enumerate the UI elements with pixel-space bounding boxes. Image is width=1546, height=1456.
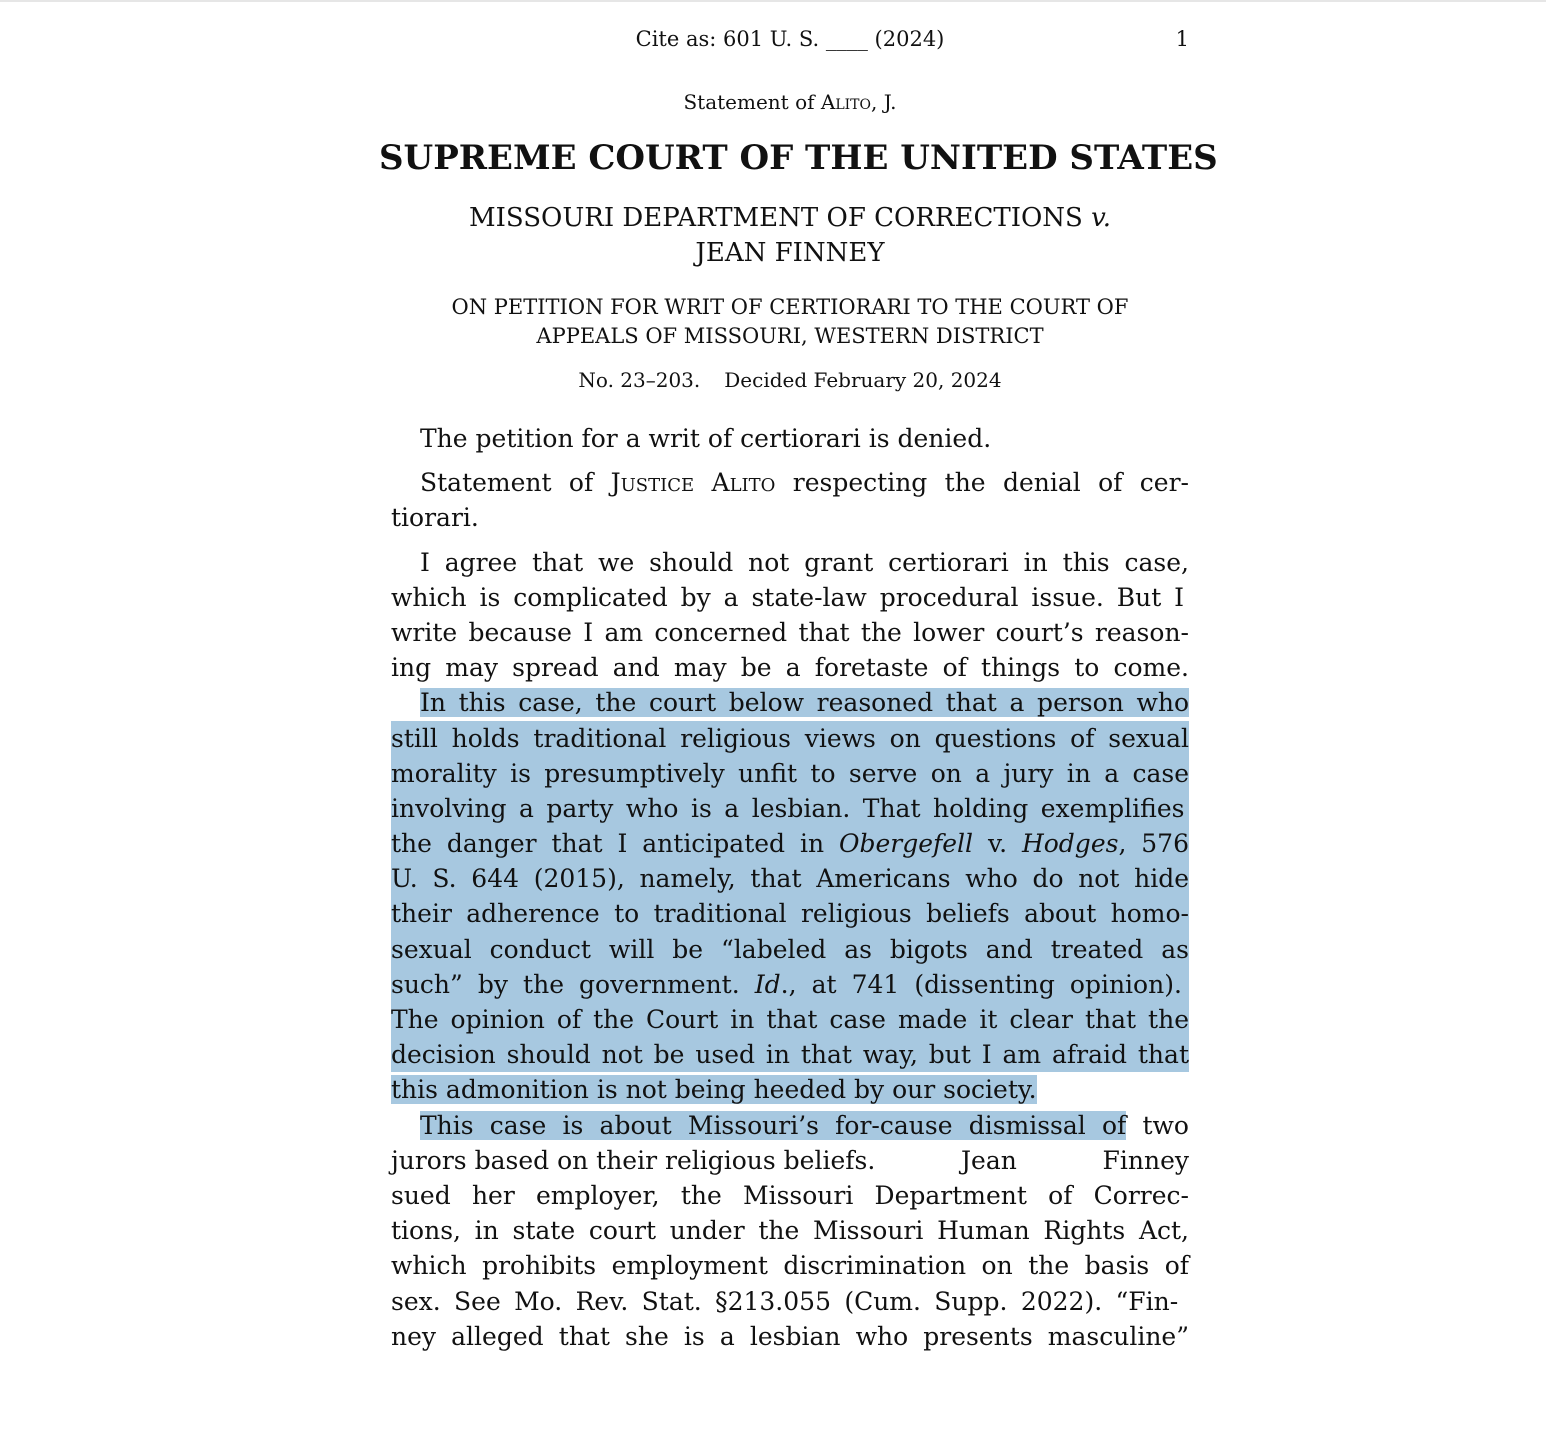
opinion-body	[391, 421, 1189, 1354]
p2-line-4[interactable]: involving a party who is a lesbian. That holding exemplifies	[391, 791, 1189, 826]
statement-heading-justice: Alito	[820, 90, 871, 114]
justice-label: Justice Alito	[610, 468, 776, 498]
statement-heading-suffix: , J.	[870, 90, 897, 114]
paragraph-2-highlighted[interactable]	[391, 685, 1189, 1107]
p2-line-7[interactable]: their adherence to traditional religious beliefs about homo-	[391, 896, 1189, 931]
p2-line-6[interactable]: U. S. 644 (2015), namely, that Americans who do not hide	[391, 861, 1189, 896]
paragraph-1	[391, 545, 1189, 686]
page-number: 1	[1175, 27, 1189, 51]
p2-line-12[interactable]: this admonition is not being heeded by our society.	[391, 1075, 1037, 1105]
statement-intro-line-1: Statement of Justice Alito respecting the denial of cer-	[420, 468, 1189, 498]
p1-line-2: which is complicated by a state-law procedural issue. But I	[391, 582, 1185, 612]
p2-line-1[interactable]: In this case, the court below reasoned that a person who	[420, 688, 1189, 718]
case-title-respondent: JEAN FINNEY	[695, 238, 885, 268]
top-rule	[0, 0, 1546, 2]
citation: Cite as: 601 U. S. ____ (2024)	[635, 27, 945, 51]
case-title-parties: MISSOURI DEPARTMENT OF CORRECTIONS	[468, 203, 1092, 233]
p3-line-4: tions, in state court under the Missouri Human Rights Act,	[391, 1216, 1189, 1246]
p3-line-5: which prohibits employment discrimination on the basis of	[391, 1251, 1189, 1281]
opening-line: The petition for a writ of certiorari is denied.	[420, 424, 992, 453]
p3-highlighted-fragment[interactable]: This case is about Missouri’s for-cause dismissal of	[420, 1110, 1127, 1140]
p3-line-6: sex. See Mo. Rev. Stat. §213.055 (Cum. Supp. 2022). “Fin-	[391, 1286, 1179, 1316]
running-head	[391, 27, 1189, 57]
p1-line-3: write because I am concerned that the lower court’s reason-	[391, 617, 1189, 647]
p2-line-5[interactable]: the danger that I anticipated in Obergefell v. Hodges, 576	[391, 826, 1189, 861]
p2-line-10[interactable]: The opinion of the Court in that case made it clear that the	[391, 1002, 1189, 1037]
p3-line-1[interactable]: This case is about Missouri’s for-cause dismissal of two	[420, 1110, 1189, 1140]
p2-line-11[interactable]: decision should not be used in that way, but I am afraid that	[391, 1037, 1189, 1072]
case-name-hodges: Hodges	[1021, 829, 1119, 859]
p3-line-3: sued her employer, the Missouri Department of Correc-	[391, 1180, 1189, 1210]
case-title-versus: v.	[1091, 203, 1111, 233]
id-citation: Id	[754, 969, 781, 999]
p2-line-9[interactable]: such” by the government. Id., at 741 (dissenting opinion).	[391, 967, 1189, 1002]
petition-line-1: ON PETITION FOR WRIT OF CERTIORARI TO THE COURT OF	[451, 295, 1129, 319]
petition-heading	[391, 293, 1189, 351]
statement-heading-prefix: Statement of	[683, 90, 821, 114]
statement-intro-line-2: tiorari.	[391, 503, 479, 533]
p2-line-2[interactable]: still holds traditional religious views on questions of sexual	[391, 721, 1189, 756]
p3-line-7: ney alleged that she is a lesbian who presents masculine”	[391, 1321, 1189, 1351]
p2-line-8[interactable]: sexual conduct will be “labeled as bigots and treated as	[391, 932, 1189, 967]
decided-date: Decided February 20, 2024	[724, 368, 1002, 392]
court-title: SUPREME COURT OF THE UNITED STATES	[379, 138, 1218, 178]
statement-intro	[391, 465, 1189, 535]
paragraph-3	[391, 1108, 1189, 1354]
p1-line-4: ing may spread and may be a foretaste of things to come.	[391, 653, 1189, 683]
docket-line	[391, 368, 1189, 392]
docket-number: No. 23–203.	[578, 368, 701, 392]
p3-line-2: jurors based on their religious beliefs. Jean Finney	[391, 1145, 1190, 1175]
case-title	[391, 201, 1189, 271]
statement-heading	[391, 90, 1189, 114]
case-name-obergefell: Obergefell	[838, 829, 974, 859]
petition-line-2: APPEALS OF MISSOURI, WESTERN DISTRICT	[536, 324, 1044, 348]
p2-line-3[interactable]: morality is presumptively unfit to serve on a jury in a case	[391, 756, 1189, 791]
p1-line-1: I agree that we should not grant certiorari in this case,	[420, 547, 1189, 577]
